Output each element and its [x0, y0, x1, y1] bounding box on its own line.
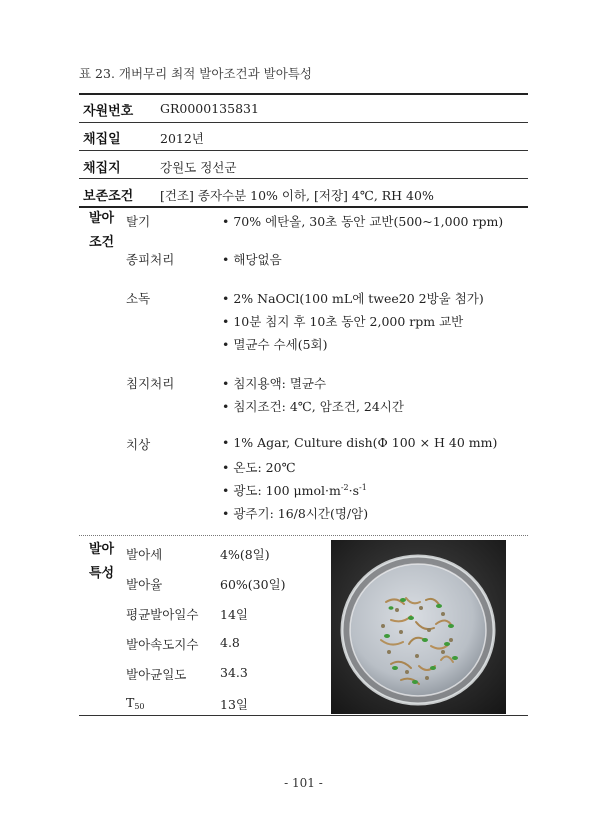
resource-number-value: GR0000135831	[160, 101, 259, 116]
table-bottom-rule	[79, 715, 528, 716]
resource-number-label: 자원번호	[83, 104, 134, 119]
collection-site-label: 채집지	[83, 161, 121, 176]
trait-label: 평균발아일수	[126, 607, 199, 622]
row-divider	[79, 122, 528, 123]
trait-value: 4.8	[220, 635, 240, 650]
disinfection-label: 소독	[126, 291, 151, 306]
seedcoat-label: 종피처리	[126, 252, 175, 267]
collection-date-value: 2012년	[160, 131, 204, 146]
disinfection-item: • 2% NaOCl(100 mL에 twee20 2방울 첨가)	[222, 291, 484, 306]
collection-date-label: 채집일	[83, 132, 121, 147]
section-rule	[79, 206, 528, 208]
trait-label: 발아세	[126, 547, 163, 562]
page-number: - 101 -	[284, 776, 323, 790]
dehulling-item: • 70% 에탄올, 30초 동안 교반(500~1,000 rpm)	[222, 214, 504, 229]
trait-label: 발아율	[126, 577, 163, 592]
storage-condition-label: 보존조건	[83, 189, 134, 204]
trait-value: 14일	[220, 607, 248, 622]
trait-value: 4%(8일)	[220, 547, 270, 562]
sowing-label: 치상	[126, 437, 151, 452]
germination-dish-photo	[331, 540, 506, 714]
soaking-label: 침지처리	[126, 376, 175, 391]
light-intensity-item: • 광도: 100 $\mu mol\cdot m^{-2}\cdot s^{-1}$	[222, 483, 367, 498]
sowing-item: • 온도: 20℃	[222, 460, 296, 475]
t50-label: T50	[126, 695, 145, 711]
dehulling-label: 탈기	[126, 214, 151, 229]
t50-value: 13일	[220, 697, 248, 712]
trait-value: 34.3	[220, 665, 248, 680]
table-caption: 표 23. 개버무리 최적 발아조건과 발아특성	[79, 66, 312, 81]
disinfection-item: • 10분 침지 후 10초 동안 2,000 rpm 교반	[222, 314, 464, 329]
collection-site-value: 강원도 정선군	[160, 160, 237, 175]
germination-conditions-label: 발아 조건	[89, 211, 115, 250]
soaking-item: • 침지조건: 4℃, 암조건, 24시간	[222, 399, 404, 414]
trait-value: 60%(30일)	[220, 577, 286, 592]
trait-label: 발아균일도	[126, 667, 187, 682]
storage-condition-value: [건조] 종자수분 10% 이하, [저장] 4℃, RH 40%	[160, 188, 434, 203]
disinfection-item: • 멸균수 수세(5회)	[222, 337, 328, 352]
seedcoat-item: • 해당없음	[222, 252, 282, 267]
row-divider	[79, 178, 528, 179]
table-top-rule	[79, 93, 528, 95]
germination-traits-label: 발아 특성	[89, 542, 115, 581]
section-divider-dotted	[79, 535, 528, 536]
sowing-item: • 1% Agar, Culture dish(Φ 100 × H 40 mm)	[222, 435, 498, 450]
row-divider	[79, 150, 528, 151]
soaking-item: • 침지용액: 멸균수	[222, 376, 327, 391]
photoperiod-item: • 광주기: 16/8시간(명/암)	[222, 506, 369, 521]
trait-label: 발아속도지수	[126, 637, 199, 652]
